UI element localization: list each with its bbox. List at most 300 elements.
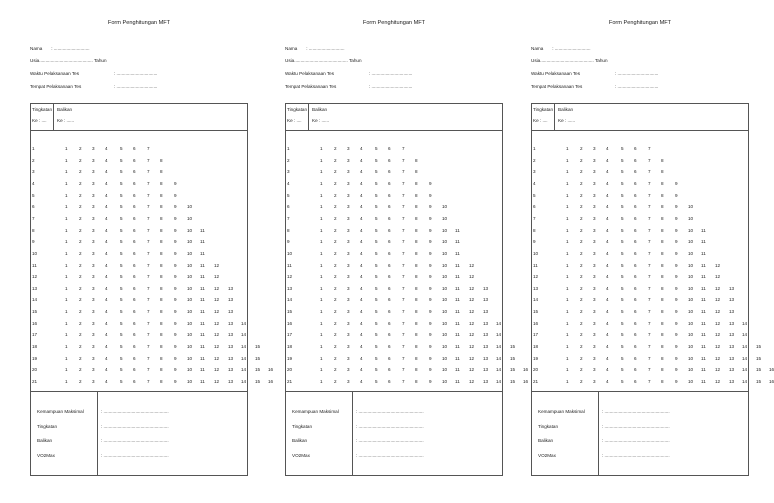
balikan-count[interactable]: 5 [120, 297, 123, 303]
balikan-count[interactable]: 7 [147, 332, 150, 338]
balikan-count[interactable]: 6 [634, 204, 637, 210]
summary-value[interactable]: : ................................................... [356, 452, 424, 458]
balikan-count[interactable]: 9 [174, 320, 177, 326]
balikan-count[interactable]: 5 [120, 180, 123, 186]
balikan-count[interactable]: 14 [742, 379, 748, 384]
balikan-count[interactable]: 10 [442, 320, 448, 326]
balikan-count[interactable]: 3 [92, 204, 95, 210]
balikan-count[interactable]: 1 [566, 180, 569, 186]
balikan-count[interactable]: 12 [715, 262, 721, 268]
balikan-count[interactable]: 7 [402, 204, 405, 210]
balikan-count[interactable]: 9 [429, 344, 432, 350]
balikan-count[interactable]: 8 [160, 180, 163, 186]
balikan-count[interactable]: 4 [360, 215, 363, 221]
balikan-count[interactable]: 3 [593, 250, 596, 256]
balikan-count[interactable]: 2 [79, 297, 82, 303]
balikan-count[interactable]: 10 [187, 250, 193, 256]
balikan-count[interactable]: 5 [375, 355, 378, 361]
balikan-count[interactable]: 3 [347, 309, 350, 315]
balikan-count[interactable]: 1 [320, 379, 323, 384]
balikan-count[interactable]: 10 [442, 250, 448, 256]
balikan-count[interactable]: 4 [360, 309, 363, 315]
balikan-count[interactable]: 8 [661, 285, 664, 291]
balikan-count[interactable]: 6 [133, 332, 136, 338]
balikan-count[interactable]: 8 [160, 355, 163, 361]
balikan-count[interactable]: 1 [566, 320, 569, 326]
balikan-count[interactable]: 4 [105, 146, 108, 151]
balikan-count[interactable]: 7 [147, 297, 150, 303]
balikan-count[interactable]: 3 [347, 285, 350, 291]
balikan-count[interactable]: 14 [742, 344, 748, 350]
balikan-count[interactable]: 13 [729, 344, 735, 350]
balikan-count[interactable]: 14 [241, 367, 247, 373]
balikan-count[interactable]: 8 [160, 332, 163, 338]
balikan-count[interactable]: 4 [606, 285, 609, 291]
balikan-count[interactable]: 5 [375, 146, 378, 151]
balikan-count[interactable]: 5 [375, 297, 378, 303]
tempat-field[interactable]: : ................................ [615, 84, 659, 89]
balikan-count[interactable]: 4 [606, 332, 609, 338]
balikan-count[interactable]: 7 [147, 215, 150, 221]
summary-value[interactable]: : ................................................... [602, 438, 670, 443]
balikan-count[interactable]: 9 [429, 309, 432, 315]
balikan-count[interactable]: 8 [160, 320, 163, 326]
balikan-count[interactable]: 2 [334, 192, 337, 198]
balikan-count[interactable]: 1 [320, 250, 323, 256]
balikan-count[interactable]: 3 [593, 297, 596, 303]
balikan-count[interactable]: 6 [388, 192, 391, 198]
balikan-count[interactable]: 9 [174, 204, 177, 210]
balikan-count[interactable]: 2 [79, 285, 82, 291]
balikan-count[interactable]: 1 [566, 262, 569, 268]
balikan-count[interactable]: 3 [347, 157, 350, 163]
balikan-count[interactable]: 8 [160, 204, 163, 210]
balikan-count[interactable]: 2 [334, 250, 337, 256]
balikan-count[interactable]: 12 [469, 379, 475, 384]
balikan-count[interactable]: 9 [174, 285, 177, 291]
balikan-count[interactable]: 1 [320, 146, 323, 151]
balikan-count[interactable]: 5 [120, 169, 123, 175]
balikan-count[interactable]: 3 [593, 146, 596, 151]
balikan-count[interactable]: 10 [187, 297, 193, 303]
balikan-count[interactable]: 1 [65, 285, 68, 291]
balikan-count[interactable]: 3 [92, 344, 95, 350]
balikan-count[interactable]: 5 [621, 285, 624, 291]
balikan-count[interactable]: 10 [187, 344, 193, 350]
balikan-count[interactable]: 10 [442, 309, 448, 315]
balikan-count[interactable]: 5 [120, 215, 123, 221]
balikan-count[interactable]: 1 [65, 192, 68, 198]
balikan-count[interactable]: 7 [648, 297, 651, 303]
balikan-count[interactable]: 9 [429, 227, 432, 233]
balikan-count[interactable]: 16 [769, 367, 774, 373]
balikan-count[interactable]: 6 [133, 180, 136, 186]
balikan-count[interactable]: 3 [92, 227, 95, 233]
balikan-count[interactable]: 4 [360, 297, 363, 303]
balikan-count[interactable]: 2 [580, 157, 583, 163]
balikan-count[interactable]: 6 [634, 250, 637, 256]
balikan-count[interactable]: 9 [429, 192, 432, 198]
balikan-count[interactable]: 5 [120, 344, 123, 350]
balikan-count[interactable]: 6 [634, 379, 637, 384]
balikan-count[interactable]: 5 [621, 332, 624, 338]
balikan-count[interactable]: 14 [241, 355, 247, 361]
balikan-count[interactable]: 8 [160, 297, 163, 303]
balikan-count[interactable]: 7 [648, 192, 651, 198]
balikan-count[interactable]: 7 [402, 180, 405, 186]
balikan-count[interactable]: 6 [388, 169, 391, 175]
balikan-count[interactable]: 12 [469, 332, 475, 338]
balikan-count[interactable]: 6 [388, 215, 391, 221]
balikan-count[interactable]: 6 [133, 169, 136, 175]
balikan-count[interactable]: 6 [388, 332, 391, 338]
balikan-count[interactable]: 3 [593, 274, 596, 280]
balikan-count[interactable]: 6 [634, 355, 637, 361]
balikan-count[interactable]: 15 [255, 355, 261, 361]
balikan-count[interactable]: 5 [375, 239, 378, 245]
balikan-count[interactable]: 11 [455, 297, 460, 303]
balikan-count[interactable]: 7 [147, 169, 150, 175]
balikan-count[interactable]: 9 [174, 250, 177, 256]
balikan-count[interactable]: 6 [634, 297, 637, 303]
balikan-count[interactable]: 8 [415, 355, 418, 361]
balikan-count[interactable]: 6 [133, 146, 136, 151]
balikan-count[interactable]: 9 [429, 297, 432, 303]
balikan-count[interactable]: 3 [92, 157, 95, 163]
balikan-count[interactable]: 8 [415, 215, 418, 221]
balikan-count[interactable]: 7 [402, 355, 405, 361]
balikan-count[interactable]: 12 [715, 355, 721, 361]
balikan-count[interactable]: 3 [92, 215, 95, 221]
balikan-count[interactable]: 2 [580, 355, 583, 361]
summary-value[interactable]: : ................................................... [356, 423, 424, 429]
balikan-count[interactable]: 10 [442, 227, 448, 233]
balikan-count[interactable]: 9 [174, 332, 177, 338]
balikan-count[interactable]: 3 [347, 180, 350, 186]
balikan-count[interactable]: 9 [174, 239, 177, 245]
balikan-count[interactable]: 8 [661, 180, 664, 186]
balikan-count[interactable]: 7 [402, 379, 405, 384]
balikan-count[interactable]: 7 [402, 297, 405, 303]
balikan-count[interactable]: 7 [147, 355, 150, 361]
balikan-count[interactable]: 3 [347, 320, 350, 326]
balikan-count[interactable]: 7 [147, 250, 150, 256]
balikan-count[interactable]: 4 [105, 274, 108, 280]
balikan-count[interactable]: 1 [566, 169, 569, 175]
balikan-count[interactable]: 11 [701, 250, 706, 256]
balikan-count[interactable]: 6 [634, 215, 637, 221]
balikan-count[interactable]: 2 [334, 320, 337, 326]
balikan-count[interactable]: 10 [187, 320, 193, 326]
balikan-count[interactable]: 4 [105, 250, 108, 256]
balikan-count[interactable]: 7 [402, 320, 405, 326]
balikan-count[interactable]: 9 [174, 379, 177, 384]
balikan-count[interactable]: 8 [661, 262, 664, 268]
balikan-count[interactable]: 6 [388, 355, 391, 361]
balikan-count[interactable]: 5 [120, 332, 123, 338]
balikan-count[interactable]: 9 [675, 285, 678, 291]
balikan-count[interactable]: 3 [347, 215, 350, 221]
balikan-count[interactable]: 4 [606, 180, 609, 186]
balikan-count[interactable]: 2 [334, 309, 337, 315]
balikan-count[interactable]: 9 [174, 192, 177, 198]
balikan-count[interactable]: 4 [105, 355, 108, 361]
balikan-count[interactable]: 8 [415, 227, 418, 233]
balikan-count[interactable]: 3 [92, 146, 95, 151]
balikan-count[interactable]: 6 [634, 332, 637, 338]
balikan-count[interactable]: 11 [701, 320, 706, 326]
balikan-count[interactable]: 4 [360, 344, 363, 350]
balikan-count[interactable]: 13 [228, 285, 234, 291]
balikan-count[interactable]: 9 [429, 262, 432, 268]
balikan-count[interactable]: 1 [320, 274, 323, 280]
balikan-count[interactable]: 12 [715, 309, 721, 315]
summary-value[interactable]: : ................................................... [602, 423, 670, 429]
balikan-count[interactable]: 4 [360, 332, 363, 338]
balikan-count[interactable]: 9 [675, 320, 678, 326]
balikan-count[interactable]: 12 [715, 320, 721, 326]
balikan-count[interactable]: 7 [147, 204, 150, 210]
balikan-count[interactable]: 4 [105, 204, 108, 210]
balikan-count[interactable]: 5 [375, 309, 378, 315]
balikan-count[interactable]: 5 [621, 180, 624, 186]
balikan-count[interactable]: 4 [606, 250, 609, 256]
balikan-count[interactable]: 11 [701, 344, 706, 350]
balikan-count[interactable]: 11 [455, 320, 460, 326]
balikan-count[interactable]: 6 [133, 379, 136, 384]
balikan-count[interactable]: 2 [580, 146, 583, 151]
balikan-count[interactable]: 9 [174, 274, 177, 280]
balikan-count[interactable]: 6 [634, 146, 637, 151]
balikan-count[interactable]: 4 [105, 332, 108, 338]
balikan-count[interactable]: 12 [214, 355, 220, 361]
balikan-count[interactable]: 6 [388, 285, 391, 291]
balikan-count[interactable]: 10 [442, 379, 448, 384]
balikan-count[interactable]: 1 [65, 239, 68, 245]
balikan-count[interactable]: 11 [200, 239, 205, 245]
balikan-count[interactable]: 3 [593, 204, 596, 210]
balikan-count[interactable]: 9 [174, 297, 177, 303]
balikan-count[interactable]: 15 [510, 355, 516, 361]
balikan-count[interactable]: 4 [360, 320, 363, 326]
balikan-count[interactable]: 12 [715, 297, 721, 303]
balikan-count[interactable]: 10 [442, 262, 448, 268]
balikan-count[interactable]: 1 [320, 285, 323, 291]
balikan-count[interactable]: 5 [120, 320, 123, 326]
balikan-count[interactable]: 13 [228, 332, 234, 338]
balikan-count[interactable]: 8 [160, 250, 163, 256]
balikan-count[interactable]: 8 [661, 239, 664, 245]
balikan-count[interactable]: 13 [483, 379, 489, 384]
balikan-count[interactable]: 7 [648, 379, 651, 384]
balikan-count[interactable]: 4 [606, 344, 609, 350]
balikan-count[interactable]: 10 [688, 204, 694, 210]
balikan-count[interactable]: 6 [133, 309, 136, 315]
balikan-count[interactable]: 5 [120, 250, 123, 256]
balikan-count[interactable]: 5 [375, 285, 378, 291]
balikan-count[interactable]: 2 [580, 215, 583, 221]
balikan-count[interactable]: 1 [65, 297, 68, 303]
balikan-count[interactable]: 7 [147, 192, 150, 198]
balikan-count[interactable]: 4 [105, 169, 108, 175]
balikan-count[interactable]: 5 [375, 192, 378, 198]
balikan-count[interactable]: 8 [415, 274, 418, 280]
balikan-count[interactable]: 9 [675, 227, 678, 233]
balikan-count[interactable]: 8 [415, 192, 418, 198]
balikan-count[interactable]: 1 [320, 204, 323, 210]
balikan-count[interactable]: 2 [79, 227, 82, 233]
balikan-count[interactable]: 11 [200, 285, 205, 291]
balikan-count[interactable]: 13 [483, 297, 489, 303]
balikan-count[interactable]: 5 [621, 192, 624, 198]
balikan-count[interactable]: 3 [593, 262, 596, 268]
balikan-count[interactable]: 4 [360, 146, 363, 151]
balikan-count[interactable]: 11 [455, 239, 460, 245]
balikan-count[interactable]: 15 [255, 344, 261, 350]
balikan-count[interactable]: 3 [347, 192, 350, 198]
balikan-count[interactable]: 9 [429, 215, 432, 221]
balikan-count[interactable]: 3 [347, 379, 350, 384]
balikan-count[interactable]: 7 [147, 239, 150, 245]
balikan-count[interactable]: 2 [580, 285, 583, 291]
balikan-count[interactable]: 6 [133, 262, 136, 268]
balikan-count[interactable]: 10 [187, 309, 193, 315]
balikan-count[interactable]: 2 [334, 215, 337, 221]
balikan-count[interactable]: 1 [65, 355, 68, 361]
balikan-count[interactable]: 5 [375, 157, 378, 163]
balikan-count[interactable]: 12 [715, 332, 721, 338]
balikan-count[interactable]: 1 [320, 297, 323, 303]
balikan-count[interactable]: 9 [675, 192, 678, 198]
balikan-count[interactable]: 3 [593, 215, 596, 221]
balikan-count[interactable]: 8 [661, 274, 664, 280]
balikan-count[interactable]: 14 [742, 320, 748, 326]
balikan-count[interactable]: 6 [388, 379, 391, 384]
balikan-count[interactable]: 1 [566, 367, 569, 373]
balikan-count[interactable]: 4 [105, 157, 108, 163]
balikan-count[interactable]: 5 [621, 169, 624, 175]
balikan-count[interactable]: 1 [320, 309, 323, 315]
balikan-count[interactable]: 6 [133, 192, 136, 198]
balikan-count[interactable]: 7 [648, 146, 651, 151]
balikan-count[interactable]: 6 [388, 250, 391, 256]
balikan-count[interactable]: 11 [200, 344, 205, 350]
balikan-count[interactable]: 4 [360, 250, 363, 256]
balikan-count[interactable]: 2 [334, 146, 337, 151]
balikan-count[interactable]: 11 [455, 309, 460, 315]
balikan-count[interactable]: 11 [455, 355, 460, 361]
balikan-count[interactable]: 10 [688, 344, 694, 350]
balikan-count[interactable]: 7 [648, 250, 651, 256]
balikan-count[interactable]: 8 [160, 309, 163, 315]
tempat-field[interactable]: : ................................ [369, 84, 413, 89]
balikan-count[interactable]: 4 [606, 274, 609, 280]
balikan-count[interactable]: 1 [65, 320, 68, 326]
balikan-count[interactable]: 5 [621, 379, 624, 384]
balikan-count[interactable]: 5 [120, 239, 123, 245]
balikan-count[interactable]: 8 [661, 379, 664, 384]
balikan-count[interactable]: 11 [200, 367, 205, 373]
balikan-count[interactable]: 11 [701, 262, 706, 268]
balikan-count[interactable]: 3 [347, 274, 350, 280]
balikan-count[interactable]: 8 [661, 227, 664, 233]
balikan-count[interactable]: 1 [320, 367, 323, 373]
balikan-count[interactable]: 7 [402, 192, 405, 198]
balikan-count[interactable]: 2 [334, 367, 337, 373]
balikan-count[interactable]: 6 [388, 146, 391, 151]
balikan-count[interactable]: 1 [566, 157, 569, 163]
balikan-count[interactable]: 15 [255, 367, 261, 373]
balikan-count[interactable]: 7 [648, 274, 651, 280]
balikan-count[interactable]: 10 [688, 320, 694, 326]
balikan-count[interactable]: 2 [79, 204, 82, 210]
balikan-count[interactable]: 7 [402, 146, 405, 151]
balikan-count[interactable]: 5 [375, 320, 378, 326]
balikan-count[interactable]: 13 [483, 285, 489, 291]
waktu-field[interactable]: : ................................ [114, 71, 158, 76]
balikan-count[interactable]: 7 [648, 180, 651, 186]
balikan-count[interactable]: 1 [320, 344, 323, 350]
balikan-count[interactable]: 10 [688, 309, 694, 315]
balikan-count[interactable]: 16 [268, 379, 274, 384]
balikan-count[interactable]: 12 [715, 367, 721, 373]
balikan-count[interactable]: 5 [120, 157, 123, 163]
balikan-count[interactable]: 6 [388, 309, 391, 315]
balikan-count[interactable]: 11 [455, 379, 460, 384]
balikan-count[interactable]: 6 [388, 227, 391, 233]
balikan-count[interactable]: 10 [187, 274, 193, 280]
balikan-count[interactable]: 7 [147, 320, 150, 326]
balikan-count[interactable]: 8 [661, 169, 664, 175]
balikan-count[interactable]: 1 [65, 344, 68, 350]
balikan-count[interactable]: 7 [147, 285, 150, 291]
balikan-count[interactable]: 5 [120, 355, 123, 361]
balikan-count[interactable]: 1 [65, 146, 68, 151]
balikan-count[interactable]: 1 [566, 332, 569, 338]
balikan-count[interactable]: 5 [375, 274, 378, 280]
balikan-count[interactable]: 7 [648, 309, 651, 315]
balikan-count[interactable]: 8 [415, 367, 418, 373]
balikan-count[interactable]: 9 [675, 344, 678, 350]
balikan-count[interactable]: 12 [469, 274, 475, 280]
balikan-count[interactable]: 3 [92, 274, 95, 280]
balikan-count[interactable]: 5 [621, 309, 624, 315]
balikan-count[interactable]: 5 [621, 204, 624, 210]
balikan-count[interactable]: 6 [388, 297, 391, 303]
balikan-count[interactable]: 13 [483, 309, 489, 315]
balikan-count[interactable]: 11 [455, 344, 460, 350]
balikan-count[interactable]: 9 [174, 262, 177, 268]
balikan-count[interactable]: 1 [65, 215, 68, 221]
balikan-count[interactable]: 1 [65, 250, 68, 256]
balikan-count[interactable]: 5 [120, 262, 123, 268]
balikan-count[interactable]: 5 [120, 204, 123, 210]
balikan-count[interactable]: 9 [174, 180, 177, 186]
balikan-count[interactable]: 9 [675, 367, 678, 373]
balikan-count[interactable]: 1 [65, 227, 68, 233]
balikan-count[interactable]: 2 [79, 332, 82, 338]
balikan-count[interactable]: 3 [92, 262, 95, 268]
balikan-count[interactable]: 5 [621, 355, 624, 361]
balikan-count[interactable]: 11 [200, 379, 205, 384]
waktu-field[interactable]: : ................................ [615, 71, 659, 76]
balikan-count[interactable]: 11 [455, 332, 460, 338]
balikan-count[interactable]: 16 [523, 379, 529, 384]
balikan-count[interactable]: 14 [742, 367, 748, 373]
balikan-count[interactable]: 2 [79, 250, 82, 256]
nama-field[interactable]: Nama : ............................ [285, 46, 345, 51]
balikan-count[interactable]: 5 [621, 262, 624, 268]
